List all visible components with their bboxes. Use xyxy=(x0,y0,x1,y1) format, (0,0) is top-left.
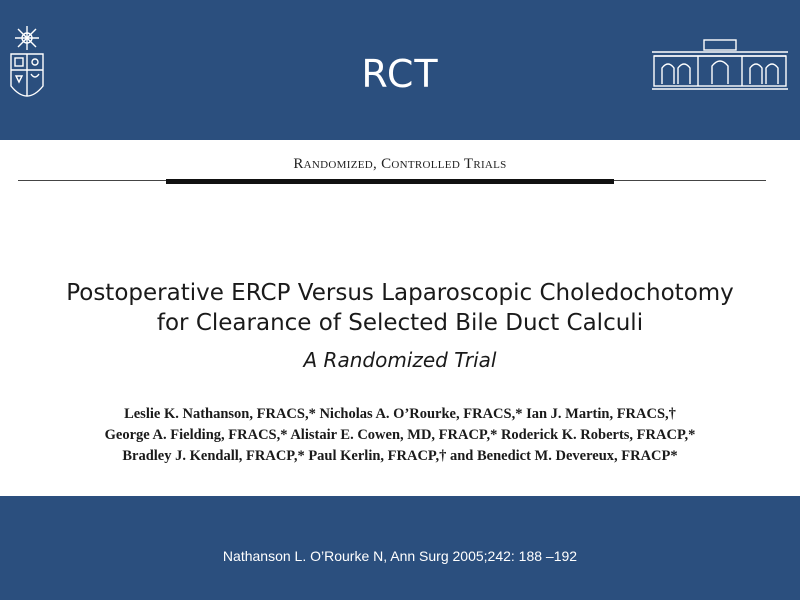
paper-title-line: Postoperative ERCP Versus Laparoscopic Choledochotomy xyxy=(66,280,734,306)
author-line: George A. Fielding, FRACS,* Alistair E. Cowen, MD, FRACP,* Roderick K. Roberts, FRACP,* xyxy=(104,427,696,443)
author-line: Leslie K. Nathanson, FRACS,* Nicholas A. O’Rourke, FRACS,* Ian J. Martin, FRACS,† xyxy=(124,406,676,422)
paper-subtitle: A Randomized Trial xyxy=(303,348,497,372)
paper-title xyxy=(0,278,800,338)
paper-excerpt xyxy=(0,140,800,496)
section-label: Randomized, Controlled Trials xyxy=(293,156,507,172)
paper-title-line: for Clearance of Selected Bile Duct Calculi xyxy=(156,310,644,336)
divider-bar xyxy=(166,179,614,184)
building-facade-icon xyxy=(652,38,788,92)
author-line: Bradley J. Kendall, FRACP,* Paul Kerlin, FRACP,† and Benedict M. Devereux, FRACP* xyxy=(122,448,678,464)
author-list xyxy=(0,404,800,467)
slide-title: RCT xyxy=(361,52,439,96)
slide-header xyxy=(0,0,800,140)
citation-text: Nathanson L. O’Rourke N, Ann Surg 2005;242: 188 –192 xyxy=(222,548,578,564)
